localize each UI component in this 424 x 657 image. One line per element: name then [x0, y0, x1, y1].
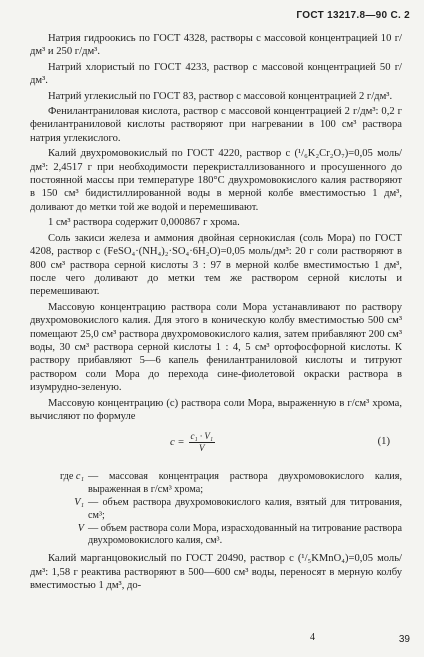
footer-mark: 4: [310, 632, 315, 643]
paragraph: Калий марганцовокислый по ГОСТ 20490, раствор с (¹/₅KMnO₄)=0,05 моль/дм³: 1,58 г реактива растворяют в 500—600 см³ воды, переносят в мерную колбу вместимостью 1 дм³, до-: [30, 553, 402, 591]
definition-symbol: V: [77, 522, 84, 534]
definition-row: [30, 471, 402, 497]
page-number: 39: [398, 634, 410, 645]
paragraph: Массовую концентрацию (с) раствора соли Мора, выраженную в г/см³ хрома, вычисляют по формуле: [30, 397, 402, 422]
paragraph: Массовую концентрацию раствора соли Мора устанавливают по раствору двухромовокислого калия. Для этого в коническую колбу вместимостью 500 см³ помещают 25,0 см³ раствора двухромовокислого калия, затем прибавляют 200 см³ воды, 30 см³ раствора серной кислоты 1 : 4, 5 см³ ортофосфорной кислоты. К раствору прибавляют 5—6 капель фенилантраниловой кислоты и титруют раствором соли Мора до перехода сине-фиолетовой окраски раствора в изумрудно-зеленую.: [30, 301, 402, 394]
paragraph: Фенилантраниловая кислота, раствор с массовой концентрацией 2 г/дм³: 0,2 г фенилантраниловой кислоты растворяют при нагревании в 100 см³ раствора натрия углекислого.: [30, 106, 402, 144]
formula-numerator: c₁ · V₁: [190, 431, 213, 442]
variable-definitions: [30, 471, 402, 548]
where-label: где: [59, 471, 74, 483]
formula-number: (1): [377, 436, 390, 448]
definition-symbol: где c₁: [59, 471, 84, 483]
definition-symbol: V₁: [74, 496, 84, 508]
definition-text: — объем раствора двухромовокислого калия, взятый для титрования, см³;: [88, 496, 402, 521]
paragraph: Соль закиси железа и аммония двойная сернокислая (соль Мора) по ГОСТ 4208, раствор с (FeSO₄·(NH₄)₂·SO₄·6H₂O)=0,05 моль/дм³: 20 г соли растворяют в 800 см³ раствора серной кислоты 3 : 97 в мерной колбе вместимостью 1 дм³, после чего доливают до метки тем же раствором серной кислоты и перемешивают.: [30, 232, 402, 298]
paragraph: Калий двухромовокислый по ГОСТ 4220, раствор с (¹/₆K₂Cr₂O₇)=0,05 моль/дм³: 2,4517 г при необходимости перекристаллизованного и просушенного до постоянной массы при температуре 180°С двухромовокислого калия растворяют в 150 см³ бидистиллированной воды в мерной колбе вместимостью 1 дм³, доливают до метки той же водой и перемешивают.: [30, 148, 402, 213]
definition-text: — массовая концентрация раствора двухромовокислого калия, выраженная в г/см³ хрома;: [88, 471, 402, 496]
definition-text: — объем раствора соли Мора, израсходованный на титрование раствора двухромовокислого калия, см³.: [88, 522, 402, 547]
formula-denominator: V: [199, 443, 205, 454]
definition-row: [30, 497, 402, 523]
formula-fraction: [189, 431, 216, 454]
definition-row: [30, 523, 402, 549]
formula: [30, 427, 402, 461]
paragraph: Натрий углекислый по ГОСТ 83, раствор с массовой концентрацией 2 г/дм³.: [48, 90, 393, 102]
paragraph: 1 см³ раствора содержит 0,000867 г хрома.: [48, 217, 240, 229]
paragraph: Натрий хлористый по ГОСТ 4233, раствор с массовой концентрацией 50 г/дм³.: [30, 61, 402, 87]
page-header: ГОСТ 13217.8—90 С. 2: [296, 10, 410, 21]
document-body: [30, 32, 402, 594]
formula-lhs: c =: [170, 437, 185, 449]
paragraph: Натрия гидроокись по ГОСТ 4328, растворы с массовой концентрацией 10 г/дм³ и 250 г/дм³.: [30, 33, 402, 58]
formula-expression: [170, 431, 215, 454]
